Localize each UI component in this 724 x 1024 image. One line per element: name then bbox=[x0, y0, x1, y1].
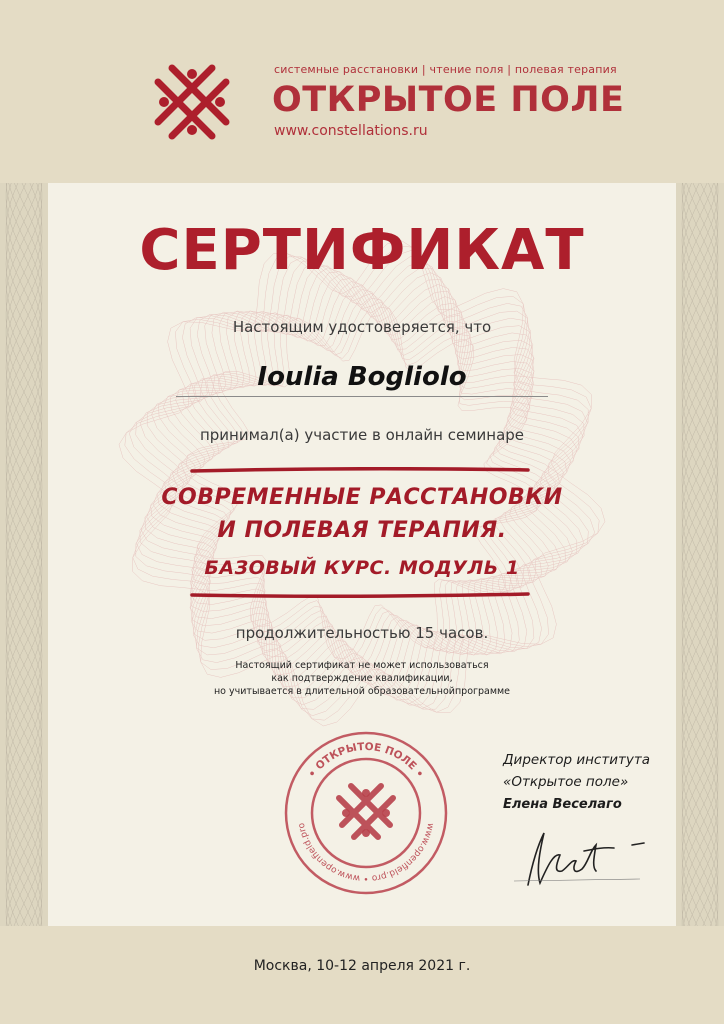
svg-text:• ОТКРЫТОЕ ПОЛЕ • bbox=[306, 741, 426, 780]
duration-text: продолжительностью 15 часов. bbox=[235, 624, 489, 642]
seal-text-bottom: www.openfield.pro • www.openfield.pro bbox=[296, 821, 436, 883]
recipient-name: Ioulia Bogliolo bbox=[257, 362, 467, 392]
course-title-line1: СОВРЕМЕННЫЕ РАССТАНОВКИ bbox=[161, 485, 563, 510]
footer-band bbox=[0, 926, 724, 1024]
brand-name: ОТКРЫТОЕ ПОЛЕ bbox=[272, 80, 625, 120]
brush-stroke-top bbox=[190, 467, 530, 473]
course-title-line3: БАЗОВЫЙ КУРС. МОДУЛЬ 1 bbox=[204, 557, 520, 579]
website-link[interactable]: www.constellations.ru bbox=[274, 123, 428, 139]
participation-text: принимал(а) участие в онлайн семинаре bbox=[199, 426, 525, 444]
course-title-line2: И ПОЛЕВАЯ ТЕРАПИЯ. bbox=[217, 518, 507, 543]
note-line2: как подтверждение квалификации, bbox=[271, 673, 453, 684]
director-signature bbox=[510, 815, 650, 895]
open-field-logo-icon bbox=[140, 50, 244, 154]
note-line3: но учитывается в длительной образовательнойпрограмме bbox=[213, 686, 511, 697]
note-line1: Настоящий сертификат не может использоваться bbox=[235, 660, 489, 671]
place-and-date: Москва, 10-12 апреля 2021 г. bbox=[253, 958, 471, 974]
brush-stroke-bottom bbox=[190, 592, 530, 598]
director-institute: «Открытое поле» bbox=[503, 774, 629, 790]
director-name: Елена Веселаго bbox=[503, 797, 622, 812]
name-underline bbox=[176, 396, 548, 397]
institute-seal-icon bbox=[283, 730, 449, 896]
tagline: системные расстановки | чтение поля | полевая терапия bbox=[274, 63, 617, 76]
certificate-title: СЕРТИФИКАТ bbox=[139, 218, 585, 283]
intro-text: Настоящим удостоверяется, что bbox=[232, 318, 492, 336]
director-title: Директор института bbox=[503, 752, 650, 768]
seal-text-top: • ОТКРЫТОЕ ПОЛЕ • bbox=[305, 740, 427, 781]
